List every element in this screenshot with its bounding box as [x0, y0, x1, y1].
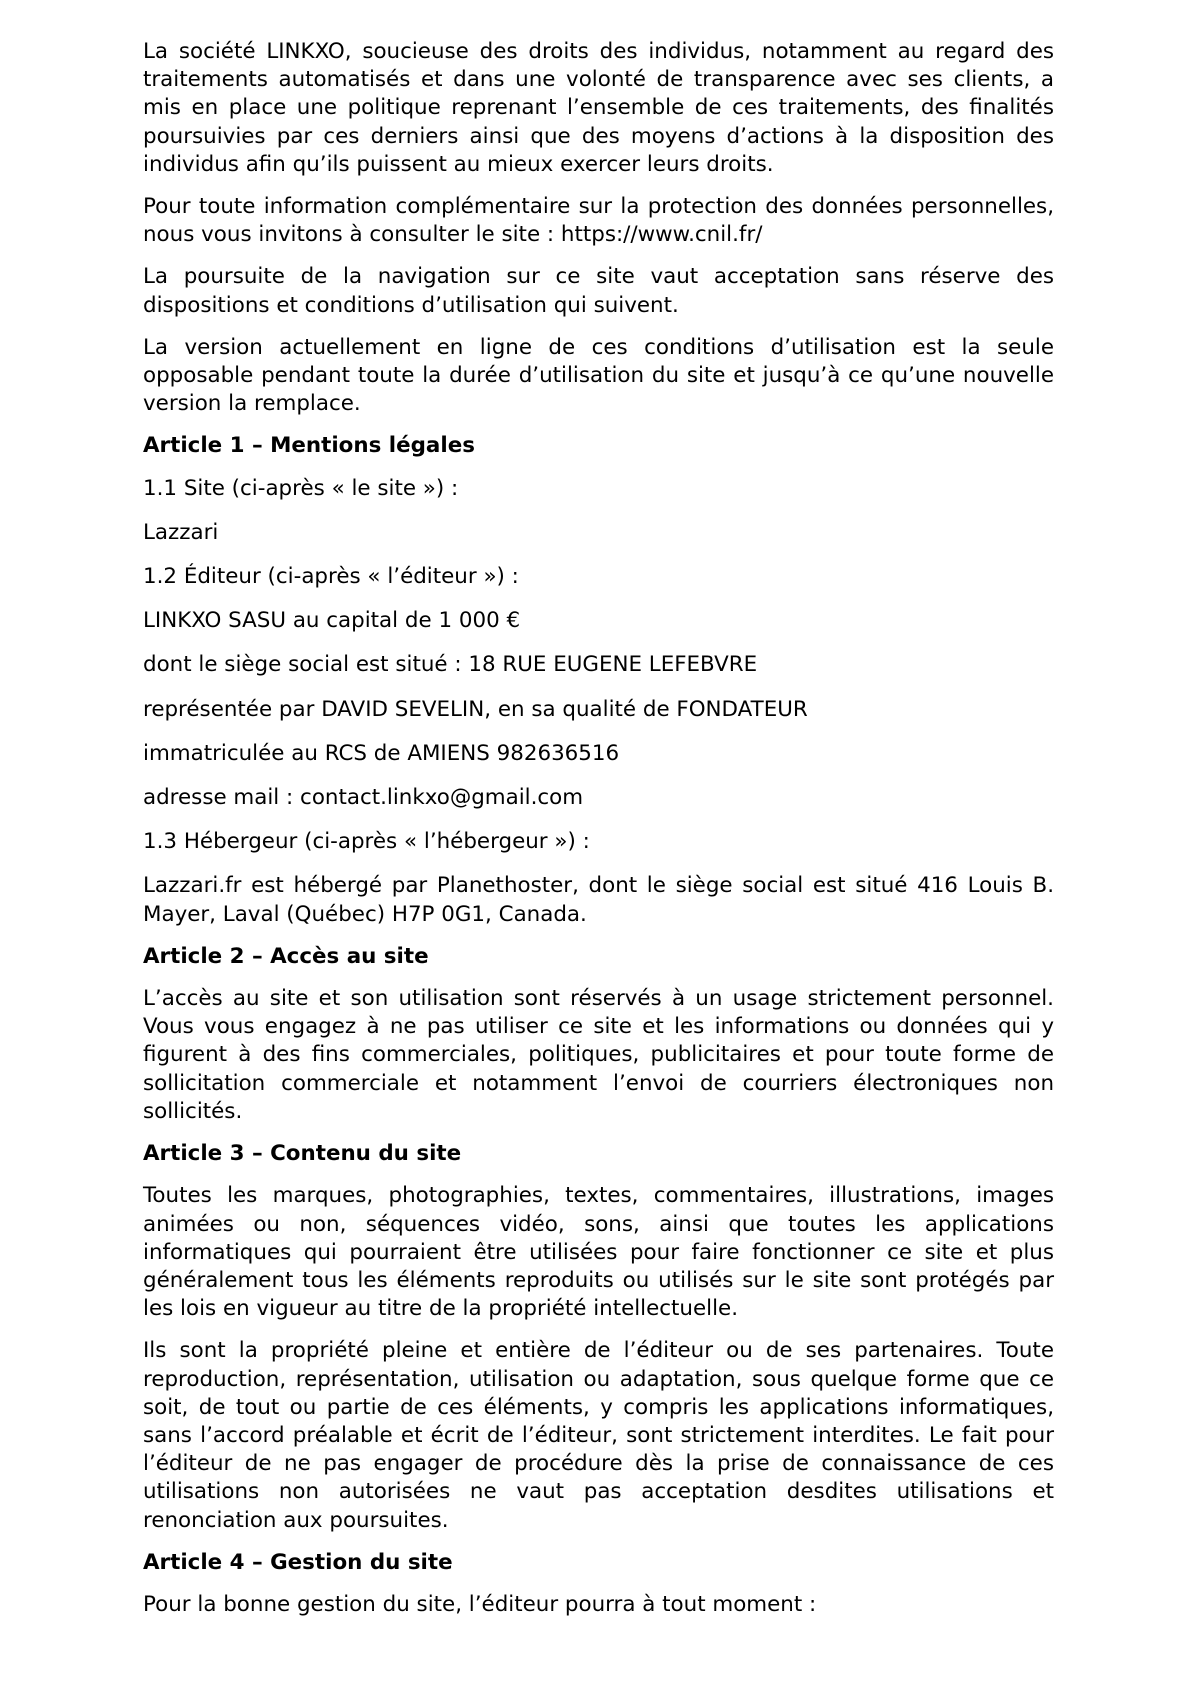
- editor-rcs: immatriculée au RCS de AMIENS 982636516: [143, 740, 620, 766]
- host-text: Lazzari.fr est hébergé par Planethoster, dont le siège social est situé 416 Louis B. Mayer, Laval (Québec) H7P 0G1, Canada.: [143, 873, 1054, 927]
- intro-paragraph-2: Pour toute information complémentaire sur la protection des données personnelles, nous vous invitons à consulter le site : https://www.cnil.fr/: [143, 194, 1054, 248]
- article-2-text: L’accès au site et son utilisation sont réservés à un usage strictement personnel. Vous vous engagez à ne pas utiliser ce site et les informations ou données qui y figurent à des fins commerciales, politiques, publicitaires et pour toute forme de sollicitation commerciale et notamment l’envoi de courriers électroniques non sollicités.: [143, 986, 1054, 1124]
- host-label: 1.3 Hébergeur (ci-après « l’hébergeur ») :: [143, 829, 590, 855]
- editor-label: 1.2 Éditeur (ci-après « l’éditeur ») :: [143, 564, 519, 590]
- editor-email: adresse mail : contact.linkxo@gmail.com: [143, 785, 584, 811]
- intro-paragraph-4: La version actuellement en ligne de ces conditions d’utilisation est la seule opposable pendant toute la durée d’utilisation du site et jusqu’à ce qu’une nouvelle version la remplace.: [143, 334, 1054, 417]
- article-4-heading: Article 4 – Gestion du site: [143, 1549, 453, 1575]
- article-3-text-1: Toutes les marques, photographies, textes, commentaires, illustrations, images animées ou non, séquences vidéo, sons, ainsi que toutes les applications informatiques qui pourraient être utilisées pour faire fonctionner ce site et plus généralement tous les éléments reproduits ou utilisés sur le site sont protégés par les lois en vigueur au titre de la propriété intellectuelle.: [143, 1183, 1054, 1322]
- site-name: Lazzari: [143, 519, 219, 545]
- article-3-text-2: Ils sont la propriété pleine et entière de l’éditeur ou de ses partenaires. Toute reproduction, représentation, utilisation ou adaptation, sous quelque forme que ce soit, de tout ou partie de ces éléments, y compris les applications informatiques, sans l’accord préalable et écrit de l’éditeur, sont strictement interdites. Le fait pour l’éditeur de ne pas engager de procédure dès la prise de connaissance de ces utilisations non autorisées ne vaut pas acceptation desdites utilisations et renonciation aux poursuites.: [143, 1338, 1054, 1533]
- intro-paragraph-3: La poursuite de la navigation sur ce site vaut acceptation sans réserve des dispositions et conditions d’utilisation qui suivent.: [143, 264, 1054, 318]
- editor-seat: dont le siège social est situé : 18 RUE EUGENE LEFEBVRE: [143, 652, 758, 678]
- site-label: 1.1 Site (ci-après « le site ») :: [143, 475, 459, 501]
- article-3-heading: Article 3 – Contenu du site: [143, 1141, 462, 1167]
- editor-company: LINKXO SASU au capital de 1 000 €: [143, 608, 521, 634]
- article-1-heading: Article 1 – Mentions légales: [143, 433, 475, 459]
- article-4-text: Pour la bonne gestion du site, l’éditeur pourra à tout moment :: [143, 1591, 817, 1617]
- intro-paragraph-1: La société LINKXO, soucieuse des droits des individus, notamment au regard des traitements automatisés et dans une volonté de transparence avec ses clients, a mis en place une politique reprenant l’ensemble de ces traitements, des finalités poursuivies par ces derniers ainsi que des moyens d’actions à la disposition des individus afin qu’ils puissent au mieux exercer leurs droits.: [143, 39, 1054, 177]
- article-2-heading: Article 2 – Accès au site: [143, 943, 429, 969]
- editor-representative: représentée par DAVID SEVELIN, en sa qualité de FONDATEUR: [143, 696, 808, 722]
- document-page: [143, 38, 1054, 1633]
